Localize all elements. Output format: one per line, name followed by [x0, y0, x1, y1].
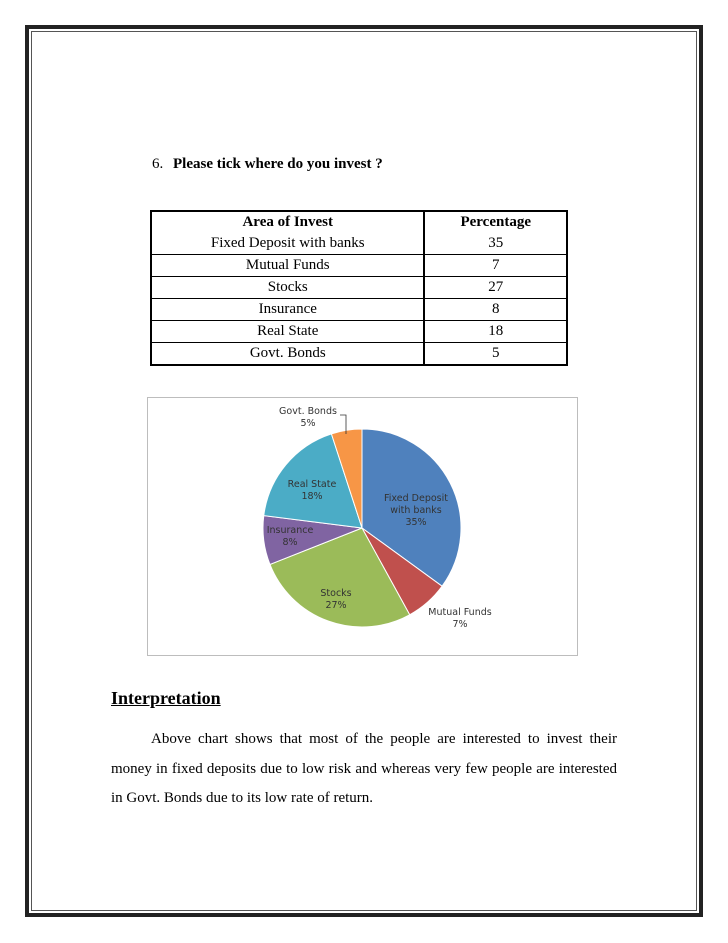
invest-table	[150, 210, 568, 366]
pie-data-label: Fixed Deposit with banks 35%	[384, 493, 448, 528]
pie-data-label: Stocks 27%	[320, 588, 352, 611]
table-cell-area: Real State	[151, 321, 424, 343]
pie-data-label: Mutual Funds 7%	[428, 607, 492, 630]
pie-chart	[147, 397, 578, 656]
table-cell-area: Stocks	[151, 277, 424, 299]
table-row	[151, 233, 567, 255]
table-cell-percentage: 27	[424, 277, 567, 299]
pie-data-label: Govt. Bonds 5%	[279, 406, 337, 429]
table-cell-percentage: 18	[424, 321, 567, 343]
table-cell-area: Fixed Deposit with banks	[151, 233, 424, 255]
table-row	[151, 299, 567, 321]
table-cell-area: Govt. Bonds	[151, 343, 424, 366]
table-header-percentage: Percentage	[460, 214, 531, 230]
pie-data-label: Insurance 8%	[266, 525, 314, 548]
pie-data-label: Real State 18%	[287, 479, 337, 502]
table-row	[151, 277, 567, 299]
table-cell-percentage: 7	[424, 255, 567, 277]
table-row	[151, 343, 567, 366]
interpretation-paragraph: Above chart shows that most of the people are interested to invest their money in fixed deposits due to low risk and whereas very few people are interested in Govt. Bonds due to its low rate of return.	[111, 731, 617, 806]
table-row	[151, 255, 567, 277]
table-cell-percentage: 5	[424, 343, 567, 366]
interpretation-heading: Interpretation	[111, 688, 221, 708]
question-text: Please tick where do you invest ?	[173, 156, 383, 172]
table-cell-percentage: 8	[424, 299, 567, 321]
table-cell-area: Insurance	[151, 299, 424, 321]
table-cell-percentage: 35	[424, 233, 567, 255]
question	[152, 156, 383, 173]
table-header-row	[151, 211, 567, 233]
table-row	[151, 321, 567, 343]
pie-chart-svg	[148, 398, 579, 657]
table-header-area: Area of Invest	[151, 211, 424, 233]
question-number: 6.	[152, 156, 164, 172]
table-cell-area: Mutual Funds	[151, 255, 424, 277]
